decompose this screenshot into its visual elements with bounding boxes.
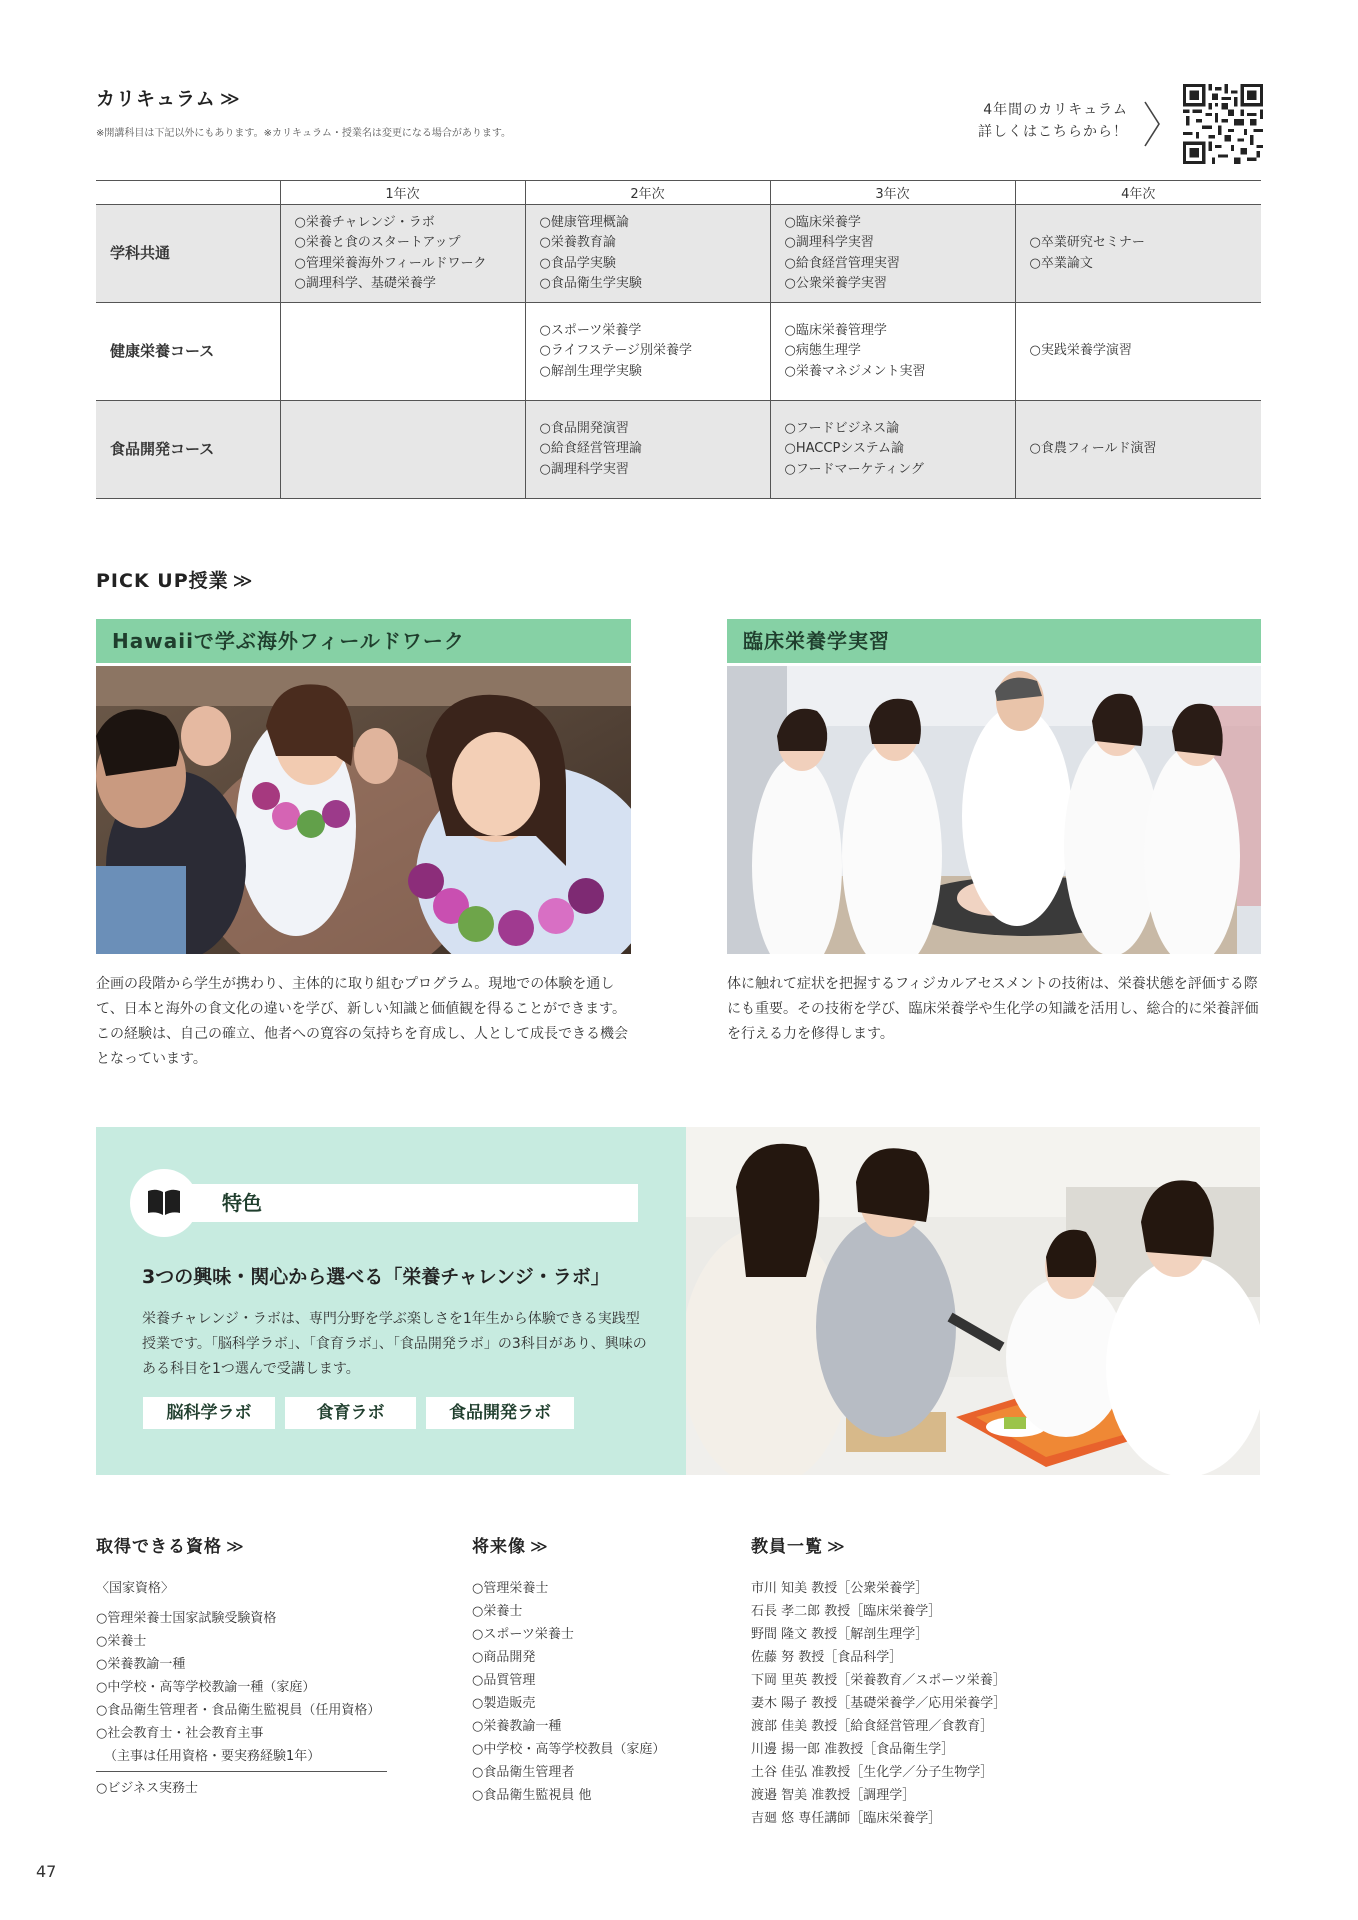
course-item: ○調理科学実習 xyxy=(539,461,629,477)
course-item: ○給食経営管理論 xyxy=(539,441,642,457)
faculty-item: 下岡 里英 教授［栄養教育／スポーツ栄養］ xyxy=(751,1673,1006,1688)
course-item: ○栄養マネジメント実習 xyxy=(784,363,926,379)
clinical-nutrition-photo xyxy=(727,666,1261,954)
feature-text: 栄養チャレンジ・ラボは、専門分野を学ぶ楽しさを1年生から体験できる実践型授業です。「脳科学ラボ」、「食育ラボ」、「食品開発ラボ」の3科目があり、興味のある科目を1つ選んで受講します。 xyxy=(142,1311,647,1377)
curriculum-note: ※開講科目は下記以外にもあります。※カリキュラム・授業名は変更になる場合があります。 xyxy=(96,128,512,139)
chevron-right-icon[interactable] xyxy=(1142,100,1162,148)
curriculum-cell xyxy=(525,303,770,401)
double-chevron-right-icon: ≫ xyxy=(219,88,241,110)
faculty-list xyxy=(751,1577,1006,1830)
qr-code-icon[interactable] xyxy=(1183,84,1263,164)
faculty-heading-text: 教員一覧 xyxy=(751,1537,823,1557)
course-item: ○臨床栄養学 xyxy=(784,214,861,230)
double-chevron-right-icon: ≫ xyxy=(232,570,254,592)
course-item: ○臨床栄養管理学 xyxy=(784,322,887,338)
course-item: ○調理科学実習 xyxy=(784,235,874,250)
course-item: ○卒業論文 xyxy=(1029,255,1093,271)
nutrition-challenge-lab-photo xyxy=(686,1127,1260,1475)
course-item: ○病態生理学 xyxy=(784,343,861,359)
header-year: 4年次 xyxy=(1015,181,1261,205)
curriculum-cell xyxy=(1015,303,1261,401)
header-year: 2年次 xyxy=(525,181,770,205)
career-item: ○製造販売 xyxy=(472,1696,536,1711)
course-item: ○実践栄養学演習 xyxy=(1029,343,1132,359)
course-item: ○HACCPシステム論 xyxy=(784,441,904,457)
curriculum-row xyxy=(96,401,1261,499)
career-item: ○管理栄養士 xyxy=(472,1581,549,1596)
course-item: ○食品学実験 xyxy=(539,255,616,271)
career-item: ○中学校・高等学校教員（家庭） xyxy=(472,1742,666,1757)
qualification-item: ○ビジネス実務士 xyxy=(96,1781,198,1796)
qualifications-group-label: 〈国家資格〉 xyxy=(96,1581,175,1596)
page-number: 47 xyxy=(36,1862,57,1881)
qualifications-heading xyxy=(96,1532,245,1557)
qualification-item: ○社会教育士・社会教育主事 xyxy=(96,1726,264,1741)
qualification-item: ○食品衛生管理者・食品衛生監視員（任用資格） xyxy=(96,1703,381,1718)
curriculum-cell xyxy=(1015,401,1261,499)
curriculum-table xyxy=(96,180,1261,499)
faculty-item: 渡邉 智美 准教授［調理学］ xyxy=(751,1788,916,1803)
faculty-item: 石長 孝二郎 教授［臨床栄養学］ xyxy=(751,1604,942,1619)
faculty-item: 吉廻 悠 専任講師［臨床栄養学］ xyxy=(751,1811,942,1826)
qualification-item: ○管理栄養士国家試験受験資格 xyxy=(96,1611,277,1626)
pickup-left-text: 企画の段階から学生が携わり、主体的に取り組むプログラム。現地での体験を通して、日本と海外の食文化の違いを学び、新しい知識と価値観を得ることができます。この経験は、自己の確立、他者への寛容の気持ちを育成し、人として成長できる機会となっています。 xyxy=(96,976,628,1067)
faculty-item: 野間 隆文 教授［解剖生理学］ xyxy=(751,1627,929,1642)
faculty-heading xyxy=(751,1532,846,1557)
careers-heading xyxy=(472,1532,549,1557)
header-year: 3年次 xyxy=(770,181,1015,205)
course-item: ○フードマーケティング xyxy=(784,461,924,477)
course-item: ○食品開発演習 xyxy=(539,420,629,436)
book-icon xyxy=(146,1188,182,1216)
course-item: ○フードビジネス論 xyxy=(784,420,900,436)
curriculum-cell xyxy=(770,205,1015,303)
curriculum-header-row xyxy=(96,181,1261,205)
pickup-heading xyxy=(96,566,254,593)
curriculum-row xyxy=(96,303,1261,401)
qr-text-line2: 詳しくはこちらから！ xyxy=(978,124,1128,140)
curriculum-heading xyxy=(96,84,241,111)
career-item: ○栄養士 xyxy=(472,1604,523,1619)
careers-heading-text: 将来像 xyxy=(472,1537,526,1557)
career-item: ○食品衛生監視員 他 xyxy=(472,1788,592,1803)
course-item: ○健康管理概論 xyxy=(539,214,629,230)
lab-brain-science: 脳科学ラボ xyxy=(143,1397,275,1429)
pickup-heading-text: PICK UP授業 xyxy=(96,570,229,592)
qr-text-line1: 4年間のカリキュラム xyxy=(983,102,1128,118)
curriculum-cell xyxy=(280,205,525,303)
qualification-item: ○栄養士 xyxy=(96,1634,147,1649)
qualifications-divider xyxy=(96,1771,387,1772)
career-item: ○食品衛生管理者 xyxy=(472,1765,575,1780)
course-item: ○公衆栄養学実習 xyxy=(784,276,887,291)
qualification-item: （主事は任用資格・要実務経験1年） xyxy=(104,1749,321,1764)
faculty-item: 妻木 陽子 教授［基礎栄養学／応用栄養学］ xyxy=(751,1696,1007,1711)
curriculum-cell xyxy=(525,205,770,303)
curriculum-cell xyxy=(770,401,1015,499)
lab-food-development: 食品開発ラボ xyxy=(426,1397,574,1429)
course-item: ○調理科学、基礎栄養学 xyxy=(294,276,436,291)
curriculum-row-label: 学科共通 xyxy=(96,205,280,303)
faculty-item: 市川 知美 教授［公衆栄養学］ xyxy=(751,1581,929,1596)
pickup-left-title: Hawaiiで学ぶ海外フィールドワーク xyxy=(96,619,631,663)
curriculum-cell xyxy=(525,401,770,499)
qr-link-text[interactable] xyxy=(920,99,1128,143)
course-item: ○スポーツ栄養学 xyxy=(539,322,642,338)
qualification-item: ○栄養教諭一種 xyxy=(96,1657,186,1672)
career-item: ○スポーツ栄養士 xyxy=(472,1627,574,1642)
qualifications-other-list xyxy=(96,1777,198,1800)
faculty-item: 土谷 佳弘 准教授［生化学／分子生物学］ xyxy=(751,1765,994,1780)
course-item: ○管理栄養海外フィールドワーク xyxy=(294,255,487,271)
curriculum-row-label: 食品開発コース xyxy=(96,401,280,499)
careers-list xyxy=(472,1577,665,1807)
qualifications-list xyxy=(96,1607,380,1768)
qualifications-heading-text: 取得できる資格 xyxy=(96,1537,222,1557)
faculty-item: 佐藤 努 教授［食品科学］ xyxy=(751,1650,903,1665)
course-item: ○栄養チャレンジ・ラボ xyxy=(294,214,435,230)
course-item: ○解剖生理学実験 xyxy=(539,363,642,379)
curriculum-cell xyxy=(280,303,525,401)
course-item: ○栄養と食のスタートアップ xyxy=(294,235,461,250)
hawaii-fieldwork-photo xyxy=(96,666,631,954)
faculty-item: 渡部 佳美 教授［給食経営管理／食教育］ xyxy=(751,1719,994,1734)
pickup-right-text: 体に触れて症状を把握するフィジカルアセスメントの技術は、栄養状態を評価する際にも重要。その技術を学び、臨床栄養学や生化学の知識を活用し、総合的に栄養評価を行える力を修得します。 xyxy=(727,976,1259,1042)
career-item: ○品質管理 xyxy=(472,1673,536,1688)
double-chevron-right-icon: ≫ xyxy=(530,1537,549,1557)
feature-label: 特色 xyxy=(146,1184,638,1222)
header-year: 1年次 xyxy=(280,181,525,205)
course-item: ○食品衛生学実験 xyxy=(539,276,642,291)
pickup-right-title: 臨床栄養学実習 xyxy=(727,619,1261,663)
double-chevron-right-icon: ≫ xyxy=(827,1537,846,1557)
double-chevron-right-icon: ≫ xyxy=(226,1537,245,1557)
career-item: ○商品開発 xyxy=(472,1650,536,1665)
curriculum-row-label: 健康栄養コース xyxy=(96,303,280,401)
curriculum-heading-text: カリキュラム xyxy=(96,88,216,110)
header-empty xyxy=(96,181,280,205)
lab-food-education: 食育ラボ xyxy=(285,1397,416,1429)
curriculum-cell xyxy=(770,303,1015,401)
curriculum-cell xyxy=(1015,205,1261,303)
curriculum-row xyxy=(96,205,1261,303)
career-item: ○栄養教諭一種 xyxy=(472,1719,562,1734)
course-item: ○卒業研究セミナー xyxy=(1029,235,1145,250)
faculty-item: 川邊 揚一郎 准教授［食品衛生学］ xyxy=(751,1742,955,1757)
qualification-item: ○中学校・高等学校教諭一種（家庭） xyxy=(96,1680,316,1695)
course-item: ○食農フィールド演習 xyxy=(1029,441,1157,457)
course-item: ○給食経営管理実習 xyxy=(784,255,900,271)
course-item: ○栄養教育論 xyxy=(539,235,616,250)
curriculum-cell xyxy=(280,401,525,499)
course-item: ○ライフステージ別栄養学 xyxy=(539,343,693,359)
feature-title: 3つの興味・関心から選べる「栄養チャレンジ・ラボ」 xyxy=(142,1266,610,1288)
